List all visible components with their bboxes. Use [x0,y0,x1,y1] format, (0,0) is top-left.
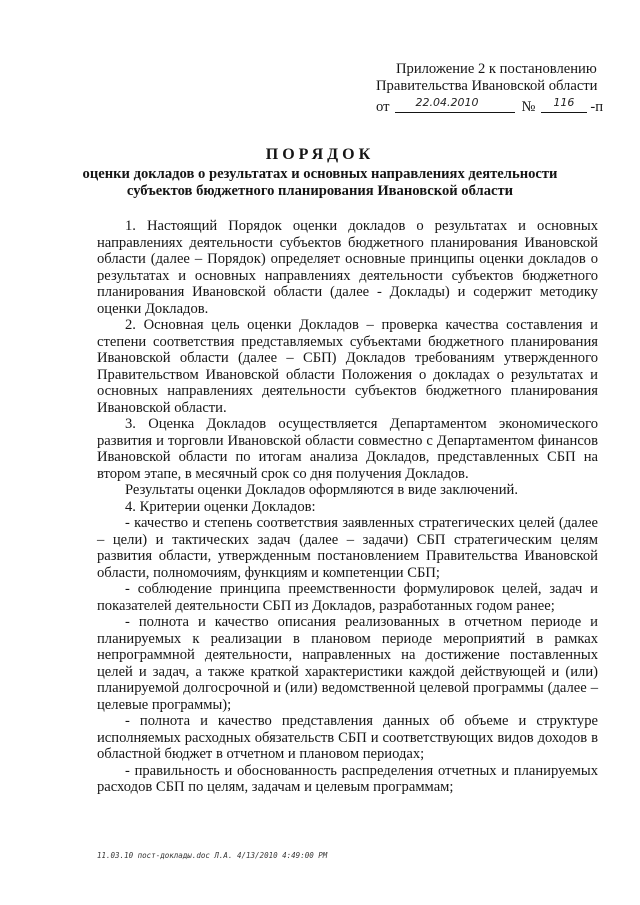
approval-line-1: Приложение 2 к постановлению [396,61,597,77]
document-subtitle-line-1: оценки докладов о результатах и основных направлениях деятельности [82,166,558,182]
approval-date-number-line [376,95,616,116]
paragraph-4: 4. Критерии оценки Докладов: [125,498,316,515]
document-body [97,218,598,796]
number-blank [541,97,587,113]
number-suffix: -п [590,99,604,115]
paragraph-3: 3. Оценка Докладов осуществляется Департаментом экономического развития и торговли Ивановской области совместно с Департаментом финансов Ивановской области по итогам анализа Докладов, представленных СБП на втором этапе, в месячный срок со дня получения Докладов. [97,416,598,482]
handwritten-number: 116 [553,96,575,109]
criterion-5: - правильность и обоснованность распределения отчетных и планируемых расходов СБП по целям, задачам и целевым программам; [97,762,598,795]
paragraph-2: 2. Основная цель оценки Докладов – проверка качества составления и степени соответствия представляемых субъектами бюджетного планирования Ивановской области (далее – СБП) Докладов требованиям утвержденного Правительством Ивановской области Положения о докладах о результатах и основных направлениях деятельности субъектов бюджетного планирования Ивановской области. [97,317,598,416]
number-prefix: № [521,99,536,115]
criterion-2: - соблюдение принципа преемственности формулировок целей, задач и показателей деятельности СБП из Докладов, разработанных годом ранее; [97,581,598,614]
file-footer: 11.03.10 пост-доклады.doc Л.А. 4/13/2010 4:49:00 PM [97,851,328,860]
approval-line-2: Правительства Ивановской области [376,78,598,94]
handwritten-date: 22.04.2010 [415,96,479,109]
criterion-1: - качество и степень соответствия заявленных стратегических целей (далее – цели) и тактических задач (далее – задачи) СБП стратегическим целям развития области, утвержденным постановлением Правительства Ивановской области, полномочиям, функциям и компетенции СБП; [97,515,598,581]
document-heading: ПОРЯДОК [265,146,375,163]
document-subtitle-line-2: субъектов бюджетного планирования Ивановской области [126,183,514,199]
approval-block [376,61,616,116]
date-prefix: от [376,99,390,115]
criterion-4: - полнота и качество представления данных об объеме и структуре исполняемых расходных обязательств СБП и соответствующих видов доходов в областной бюджет в отчетном и плановом периодах; [97,713,598,762]
criterion-3: - полнота и качество описания реализованных в отчетном периоде и планируемых к реализации в плановом периоде мероприятий в рамках непрограммной деятельности, направленных на достижение поставленных целей и задач, а также краткой характеристики каждой действующей и (или) планируемой долгосрочной и (или) ведомственной целевой программы (далее – целевые программы); [97,614,598,713]
paragraph-1: 1. Настоящий Порядок оценки докладов о результатах и основных направлениях деятельности субъектов бюджетного планирования Ивановской области (далее – Порядок) определяет основные принципы оценки докладов о результатах и основных направлениях деятельности субъектов бюджетного планирования Ивановской области (далее - Доклады) и содержит методику оценки Докладов. [97,218,598,317]
paragraph-results: Результаты оценки Докладов оформляются в виде заключений. [125,482,518,498]
date-blank [395,97,515,113]
